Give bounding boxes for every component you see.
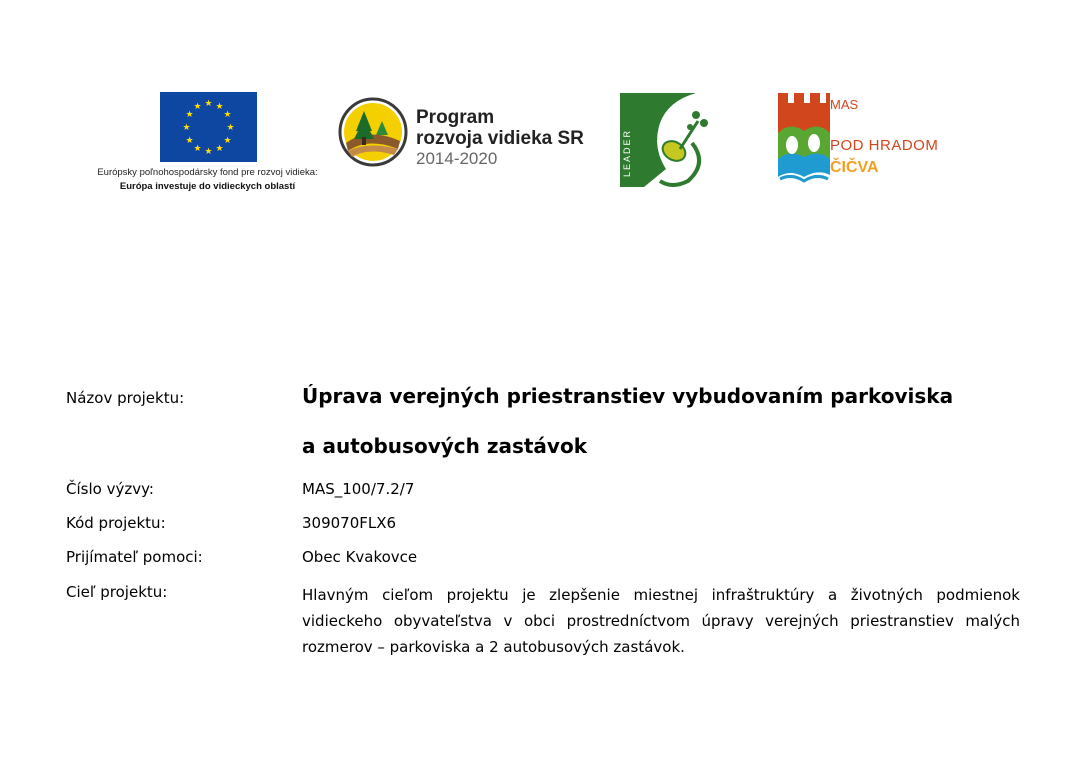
project-name-label: Názov projektu:: [66, 389, 185, 407]
prv-line2: rozvoja vidieka SR: [416, 128, 584, 149]
project-goal-label: Cieľ projektu:: [66, 583, 168, 601]
mas-line1: MAS: [830, 97, 859, 112]
svg-text:★: ★: [215, 102, 224, 112]
svg-text:★: ★: [223, 136, 232, 146]
prv-logo: [338, 95, 588, 170]
project-goal-value: Hlavným cieľom projektu je zlepšenie miestnej infraštruktúry a životných podmienok vidieckeho obyvateľstva v obci prostredníctvom úpravy verejných priestranstiev malých rozmerov – parkoviska a 2 autobusových zastávok.: [302, 586, 1020, 656]
prv-emblem-icon: [338, 97, 408, 167]
svg-text:★: ★: [185, 136, 194, 146]
recipient-label: Prijímateľ pomoci:: [66, 548, 203, 566]
project-code-label: Kód projektu:: [66, 514, 166, 532]
eu-flag-icon: [160, 92, 257, 162]
svg-text:★: ★: [223, 110, 232, 120]
svg-text:★: ★: [204, 99, 213, 109]
mas-line2: POD HRADOM: [830, 137, 939, 154]
prv-years: 2014-2020: [416, 149, 498, 168]
svg-text:★: ★: [182, 123, 191, 133]
prv-line1: Program: [416, 107, 495, 128]
project-name-line2: a autobusových zastávok: [302, 434, 587, 458]
mas-castle-logo-icon: [776, 93, 832, 188]
svg-text:★: ★: [204, 147, 213, 157]
mas-line3: ČIČVA: [830, 159, 879, 176]
svg-text:★: ★: [193, 102, 202, 112]
svg-text:★: ★: [185, 110, 194, 120]
call-number-value: MAS_100/7.2/7: [302, 480, 415, 498]
eu-caption-line2: Európa investuje do vidieckych oblastí: [119, 181, 296, 192]
leader-logo-icon: [638, 93, 708, 187]
project-code-value: 309070FLX6: [302, 514, 397, 532]
svg-text:★: ★: [193, 144, 202, 154]
call-number-label: Číslo výzvy:: [66, 480, 154, 498]
project-name-line1: Úprava verejných priestranstiev vybudovaním parkoviska: [302, 384, 954, 408]
logo-row: [0, 0, 1075, 210]
recipient-value: Obec Kvakovce: [302, 548, 418, 566]
leader-logo: [620, 93, 710, 187]
svg-text:★: ★: [215, 144, 224, 154]
eu-caption-line1: Európsky poľnohospodársky fond pre rozvoj vidieka:: [97, 167, 318, 178]
mas-logo: [776, 93, 939, 188]
svg-text:★: ★: [226, 123, 235, 133]
leader-text: LEADER: [622, 128, 632, 177]
